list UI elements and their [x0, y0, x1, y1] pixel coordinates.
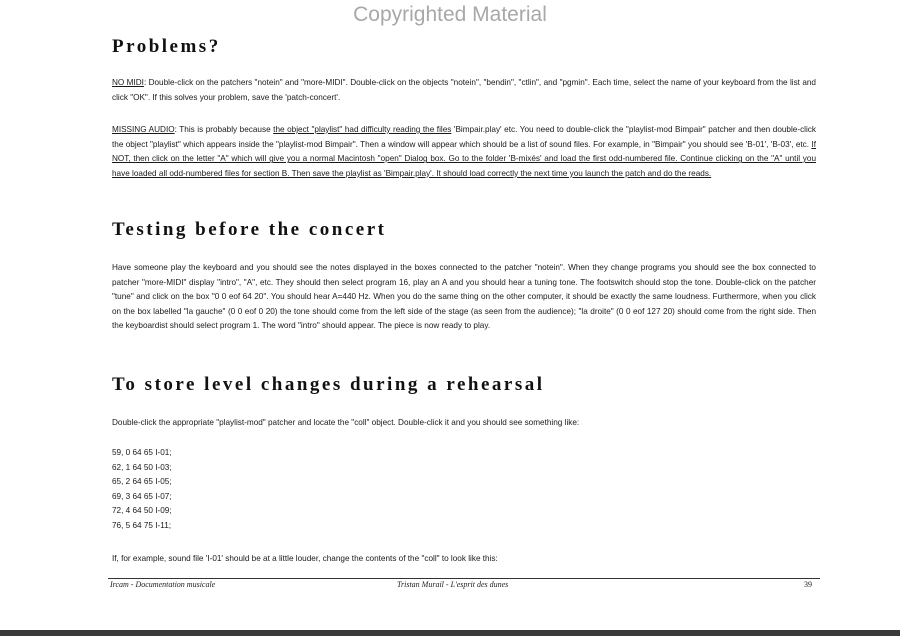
paragraph-store-outro: If, for example, sound file 'I-01' should be at a little louder, change the contents of the "coll" to look like this: [112, 554, 498, 563]
coll-listing [112, 446, 172, 534]
coll-line: 72, 4 64 50 I-09; [112, 506, 172, 516]
coll-line: 65, 2 64 65 I-05; [112, 477, 172, 487]
heading-testing: Testing before the concert [112, 219, 387, 240]
copyright-watermark: Copyrighted Material [353, 3, 547, 26]
underline-missing-audio-1: the object "playlist" had difficulty reading the files [273, 125, 452, 134]
coll-line: 62, 1 64 50 I-03; [112, 462, 172, 472]
paragraph-store-intro: Double-click the appropriate "playlist-mod" patcher and locate the "coll" object. Double-click it and you should see something like: [112, 418, 580, 427]
label-no-midi: NO MIDI [112, 78, 144, 87]
heading-problems: Problems? [112, 36, 221, 57]
footer-middle: Tristan Murail - L'esprit des dunes [397, 580, 509, 589]
coll-line: 69, 3 64 65 I-07; [112, 491, 172, 501]
text-missing-audio-1: : This is probably because [174, 125, 274, 134]
bottom-edge [0, 630, 900, 636]
text-no-midi: : Double-click on the patchers "notein" and "more-MIDI". Double-click on the objects "notein", "bendin", "ctlin", and "pgmin". Each time, select the name of your keyboard from the list and click "OK". If this solves your problem, save the 'patch-concert'. [112, 78, 816, 102]
underline-missing-audio-2: If NOT, then click on the letter "A" which will give you a normal Macintosh "open" Dialog box. Go to the folder 'B-mixés' and load the first odd-numbered file. Continue clicking on the "A" until you have loaded all odd-numbered files for section B. Then save the playlist as 'Bimpair.play'. It should load correctly the next time you launch the patch and do the reads. [112, 139, 816, 178]
text-missing-audio-2: 'Bimpair.play' etc. You need to double-click the "playlist-mod Bimpair" patcher and then double-click the object "playlist" which appears inside the "playlist-mod Bimpair". Then a window will appear which should be a list of sound files. For example, in "Bimpair" you should see 'B-01', 'B-03', etc. [112, 125, 816, 149]
heading-store-level: To store level changes during a rehearsal [112, 374, 545, 395]
coll-line: 59, 0 64 65 I-01; [112, 448, 172, 457]
paragraph-missing-audio [112, 123, 816, 181]
footer-left: Ircam - Documentation musicale [110, 580, 216, 589]
label-missing-audio: MISSING AUDIO [112, 125, 175, 134]
footer-rule [108, 578, 820, 579]
paragraph-no-midi [112, 76, 816, 105]
coll-line: 76, 5 64 75 I-11; [112, 520, 172, 530]
paragraph-testing: Have someone play the keyboard and you should see the notes displayed in the boxes connected to the patcher "notein". When they change programs you should see the box connected to patcher "more-MIDI" display "intro", "A", etc. They should then select program 16, play an A and you should hear a tuning tone. The footswitch should stop the tone. Double-click on the patcher "tune" and click on the box "0 0 eof 64 20". You should hear A=440 Hz. When you do the same thing on the other computer, it should be exactly the same loudness. Furthermore, when you click on the box labelled "la gauche" (0 0 eof 0 20) the tone should come from the left side of the stage (as seen from the audience); "la droite" (0 0 eof 127 20) should come from the right side. Then the keyboardist should select program 1. The word "intro" should appear. The piece is now ready to play. [112, 263, 816, 331]
footer-page-number: 39 [804, 580, 812, 589]
